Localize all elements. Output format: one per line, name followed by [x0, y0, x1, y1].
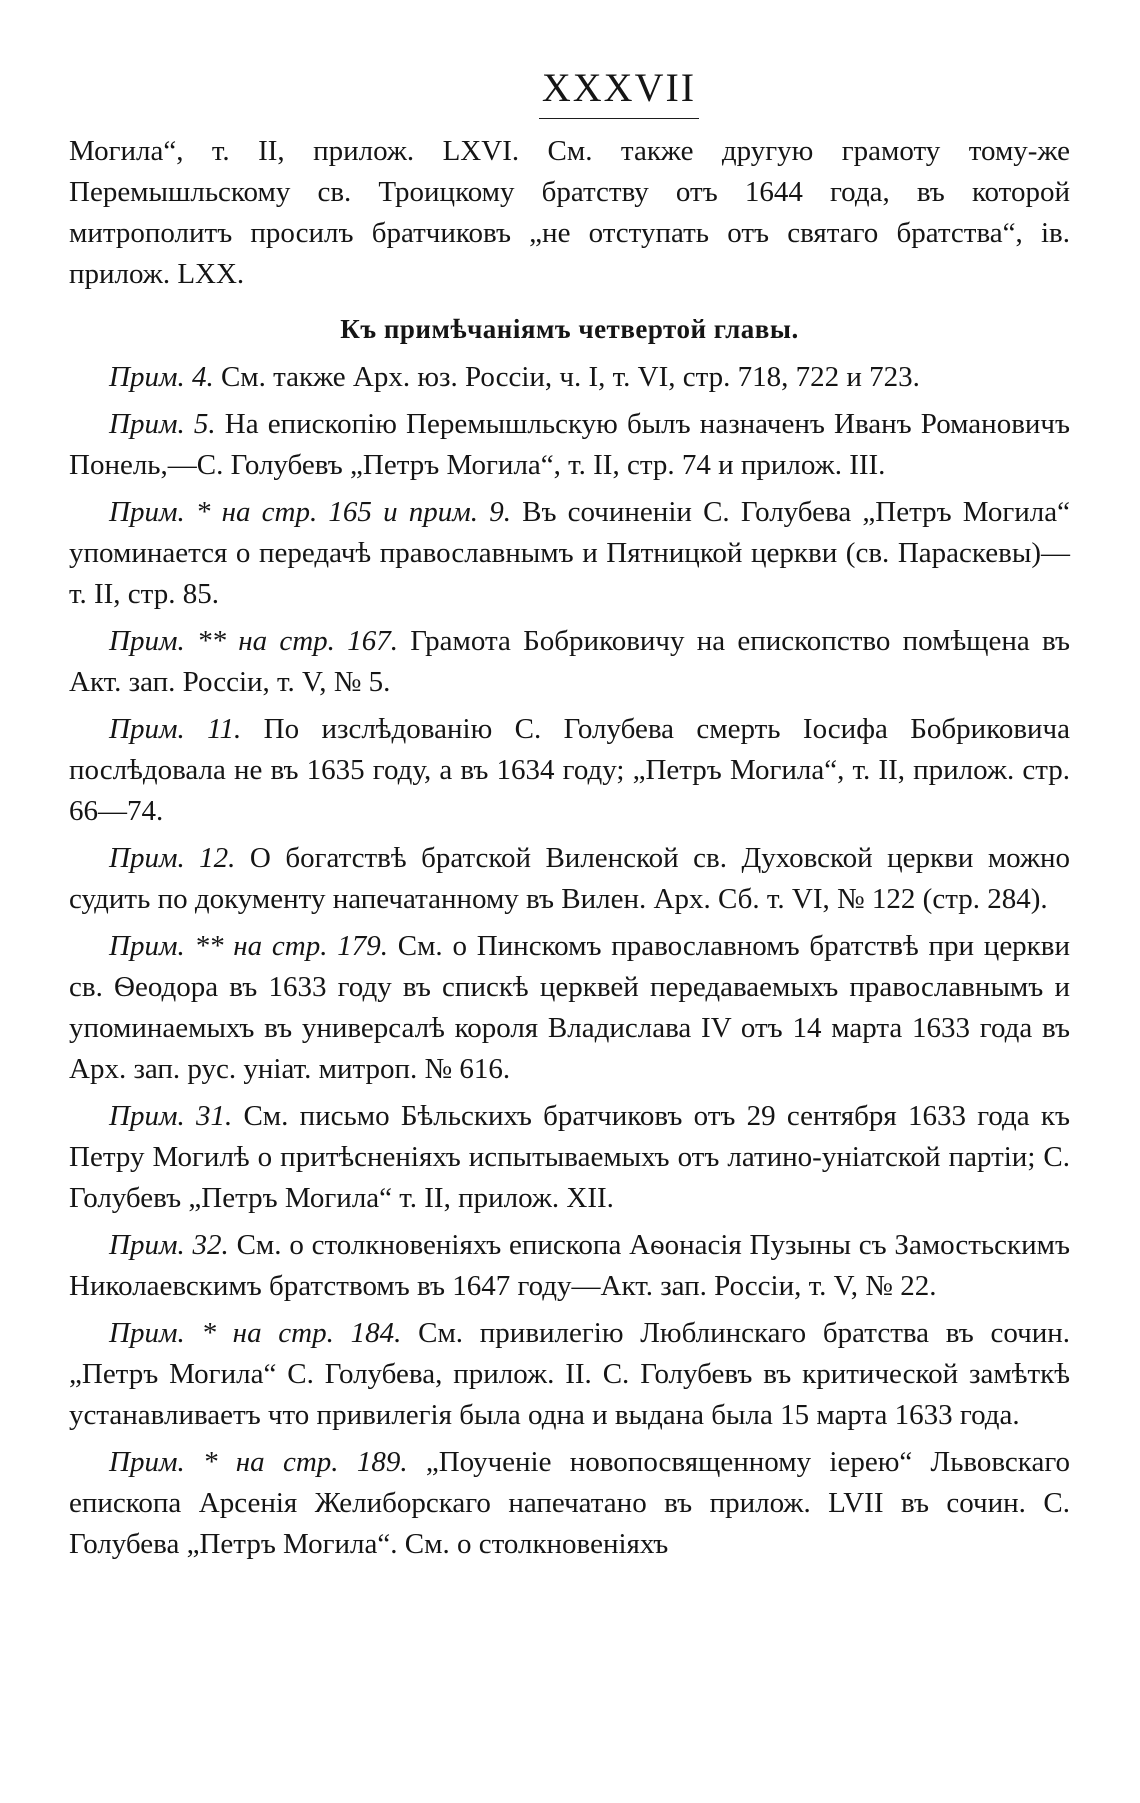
note-item	[69, 404, 1070, 486]
note-text: Въ сочиненіи С. Голубева „Петръ Могила“ упоминается о передачѣ православнымъ и Пятницкой церкви (св. Параскевы)—т. II, стр. 85.	[69, 496, 1070, 610]
note-item	[69, 709, 1070, 832]
note-item	[69, 926, 1070, 1090]
note-reference: Прим. * на стр. 184.	[109, 1317, 402, 1349]
note-reference: Прим. 12.	[109, 842, 236, 874]
note-text: На епископію Перемышльскую былъ назначенъ Иванъ Романовичъ Понель,—С. Голубевъ „Петръ Могила“, т. II, стр. 74 и прилож. III.	[69, 408, 1070, 481]
note-item	[69, 357, 1070, 398]
note-item	[69, 838, 1070, 920]
note-text: См. привилегію Люблинскаго братства въ сочин. „Петръ Могила“ С. Голубева, прилож. II. С. Голубевъ въ критической замѣткѣ устанавливаетъ что привилегія была одна и выдана была 15 марта 1633 года.	[69, 1317, 1070, 1431]
note-reference: Прим. 4.	[109, 361, 214, 393]
note-item	[69, 621, 1070, 703]
note-text: См. также Арх. юз. Россіи, ч. I, т. VI, стр. 718, 722 и 723.	[213, 361, 920, 393]
note-text: См. о Пинскомъ православномъ братствѣ при церкви св. Ѳеодора въ 1633 году въ спискѣ церквей передаваемыхъ православнымъ и упоминаемыхъ въ универсалѣ короля Владислава IV отъ 14 марта 1633 года въ Арх. зап. рус. уніат. митроп. № 616.	[69, 930, 1070, 1085]
note-reference: Прим. 5.	[109, 408, 216, 440]
note-item	[69, 1442, 1070, 1565]
note-reference: Прим. ** на стр. 167.	[109, 625, 398, 657]
note-reference: Прим. ** на стр. 179.	[109, 930, 388, 962]
note-item	[69, 492, 1070, 615]
note-text: О богатствѣ братской Виленской св. Духовской церкви можно судить по документу напечатанному въ Вилен. Арх. Сб. т. VI, № 122 (стр. 284).	[69, 842, 1070, 915]
note-reference: Прим. * на стр. 189.	[109, 1446, 408, 1478]
note-reference: Прим. 32.	[109, 1229, 229, 1261]
note-reference: Прим. 31.	[109, 1100, 233, 1132]
note-text: Грамота Бобриковичу на епископство помѣщена въ Акт. зап. Россіи, т. V, № 5.	[69, 625, 1071, 698]
note-text: См. письмо Бѣльскихъ братчиковъ отъ 29 сентября 1633 года къ Петру Могилѣ о притѣсненіяхъ испытываемыхъ отъ латино-уніатской партіи; С. Голубевъ „Петръ Могила“ т. II, прилож. XII.	[69, 1100, 1071, 1214]
note-item	[69, 1313, 1070, 1436]
intro-paragraph: Могила“, т. II, прилож. LXVI. См. также другую грамоту тому-же Перемышльскому св. Троицкому братству отъ 1644 года, въ которой митрополитъ просилъ братчиковъ „не отступать отъ святаго братства“, iв. прилож. LXX.	[69, 135, 1070, 290]
note-reference: Прим. * на стр. 165 и прим. 9.	[109, 496, 511, 528]
note-reference: Прим. 11.	[109, 713, 242, 745]
page-number: XXXVII	[539, 62, 699, 119]
notes-list	[69, 357, 1070, 1565]
note-text: См. о столкновеніяхъ епископа Аѳонасія Пузыны съ Замостьскимъ Николаевскимъ братствомъ въ 1647 году—Акт. зап. Россіи, т. V, № 22.	[69, 1229, 1070, 1302]
note-item	[69, 1096, 1070, 1219]
section-heading: Къ примѣчаніямъ четвертой главы.	[340, 314, 799, 344]
note-item	[69, 1225, 1070, 1307]
note-text: По изслѣдованію С. Голубева смерть Іосифа Бобриковича послѣдовала не въ 1635 году, а въ 1634 году; „Петръ Могила“, т. II, прилож. стр. 66—74.	[69, 713, 1070, 827]
note-text: „Поученіе новопосвященному іерею“ Львовскаго епископа Арсенія Желиборскаго напечатано въ прилож. LVII въ сочин. С. Голубева „Петръ Могила“. См. о столкновеніяхъ	[69, 1446, 1070, 1560]
